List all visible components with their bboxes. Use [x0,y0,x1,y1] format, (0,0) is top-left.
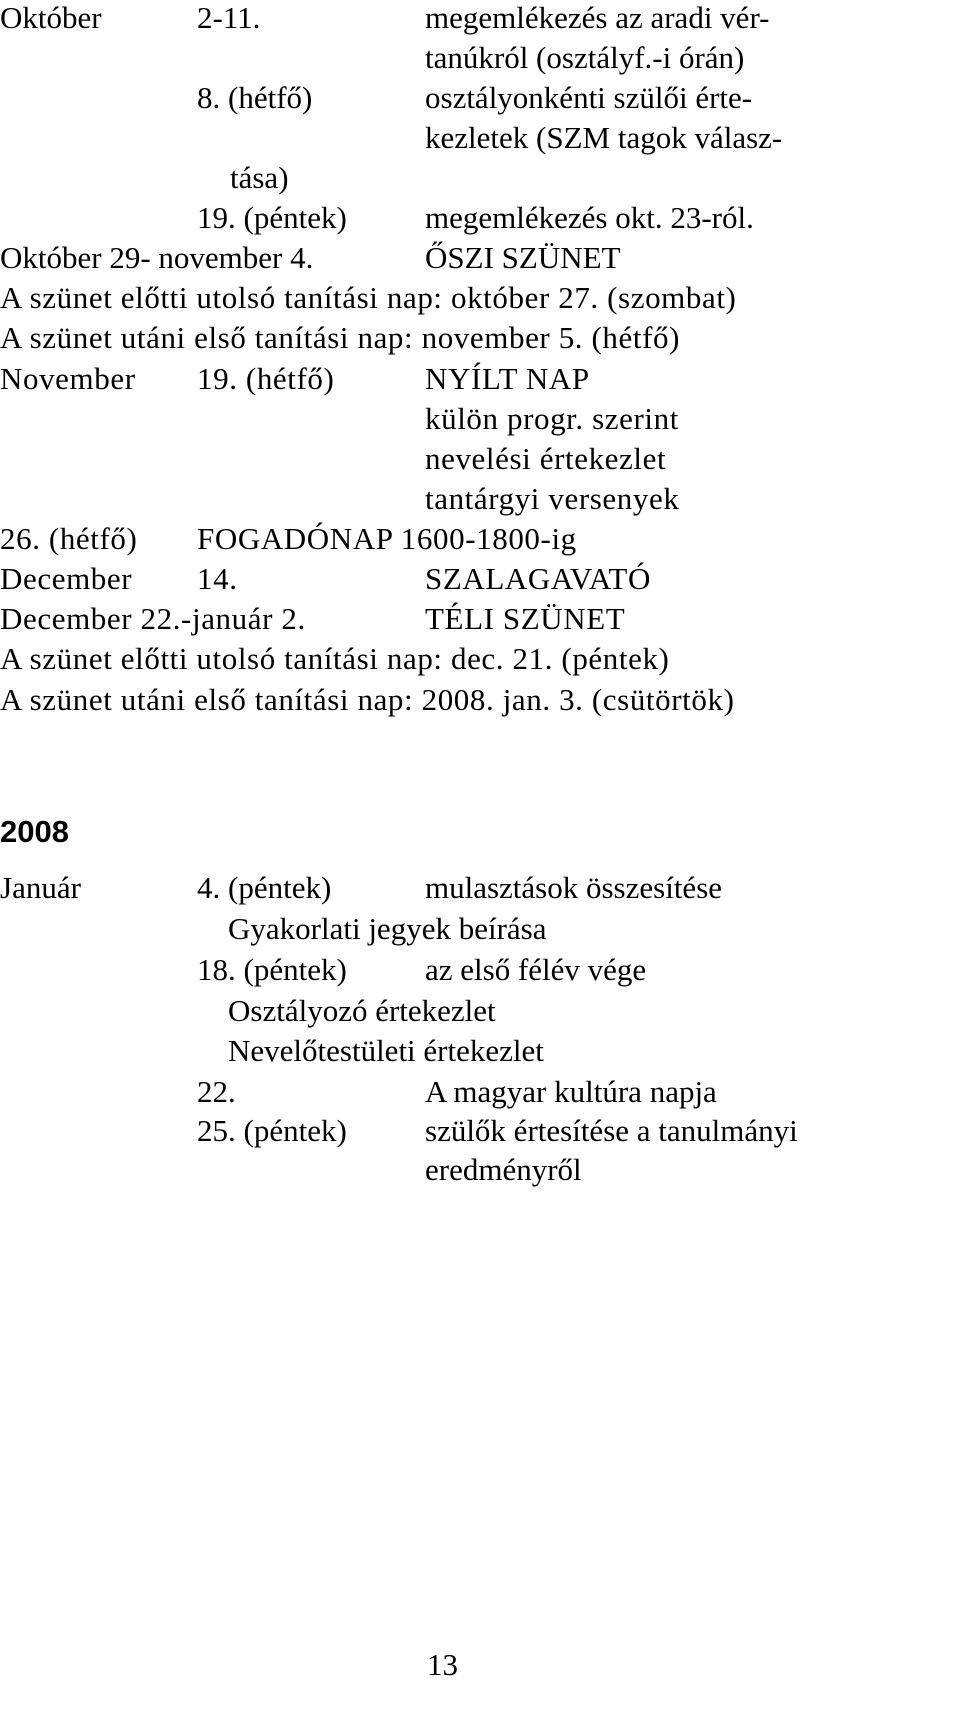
event: megemlékezés az aradi vér- [425,0,770,35]
event: külön progr. szerint [425,401,679,436]
event: NYÍLT NAP [425,361,590,396]
event: tása) [230,160,289,195]
date: 14. [197,561,238,596]
event: Nevelőtestületi értekezlet [228,1033,544,1068]
event: megemlékezés okt. 23-ról. [425,200,754,235]
event: szülők értesítése a tanulmányi [425,1113,798,1148]
date: 8. (hétfő) [197,80,313,115]
date: 19. (péntek) [197,200,347,235]
date: 4. (péntek) [197,870,332,905]
break-last-day: A szünet előtti utolsó tanítási nap: október 27. (szombat) [0,280,737,315]
break-first-day: A szünet utáni első tanítási nap: november 5. (hétfő) [0,320,681,355]
event: kezletek (SZM tagok válasz- [425,120,783,155]
event: tanúkról (osztályf.-i órán) [425,40,745,75]
date: 2-11. [197,0,261,35]
event: A magyar kultúra napja [425,1074,717,1109]
year-heading: 2008 [0,814,69,849]
break-first-day: A szünet utáni első tanítási nap: 2008. jan. 3. (csütörtök) [0,682,735,717]
date: 19. (hétfő) [197,361,335,396]
event: mulasztások összesítése [425,870,723,905]
event: FOGADÓNAP 1600-1800-ig [197,521,577,556]
month-label: Október [0,0,102,35]
break-range: Október 29- november 4. [0,240,314,275]
date: 18. (péntek) [197,952,347,987]
break-title: TÉLI SZÜNET [425,601,626,636]
page-number: 13 [427,1647,458,1682]
month-label: November [0,361,136,396]
month-label: Január [0,870,81,905]
month-label: December [0,561,133,596]
break-last-day: A szünet előtti utolsó tanítási nap: dec. 21. (péntek) [0,641,670,676]
event: nevelési értekezlet [425,441,667,476]
event: SZALAGAVATÓ [425,561,651,596]
event: Osztályozó értekezlet [228,993,496,1028]
date: 25. (péntek) [197,1113,347,1148]
event: osztályonkénti szülői érte- [425,80,753,115]
break-range: December 22.-január 2. [0,601,306,636]
break-title: ŐSZI SZÜNET [425,240,621,275]
event: Gyakorlati jegyek beírása [228,911,547,946]
date: 22. [197,1074,236,1109]
event: az első félév vége [425,952,647,987]
event: tantárgyi versenyek [425,481,680,516]
event: eredményről [425,1152,582,1187]
date: 26. (hétfő) [0,521,138,556]
